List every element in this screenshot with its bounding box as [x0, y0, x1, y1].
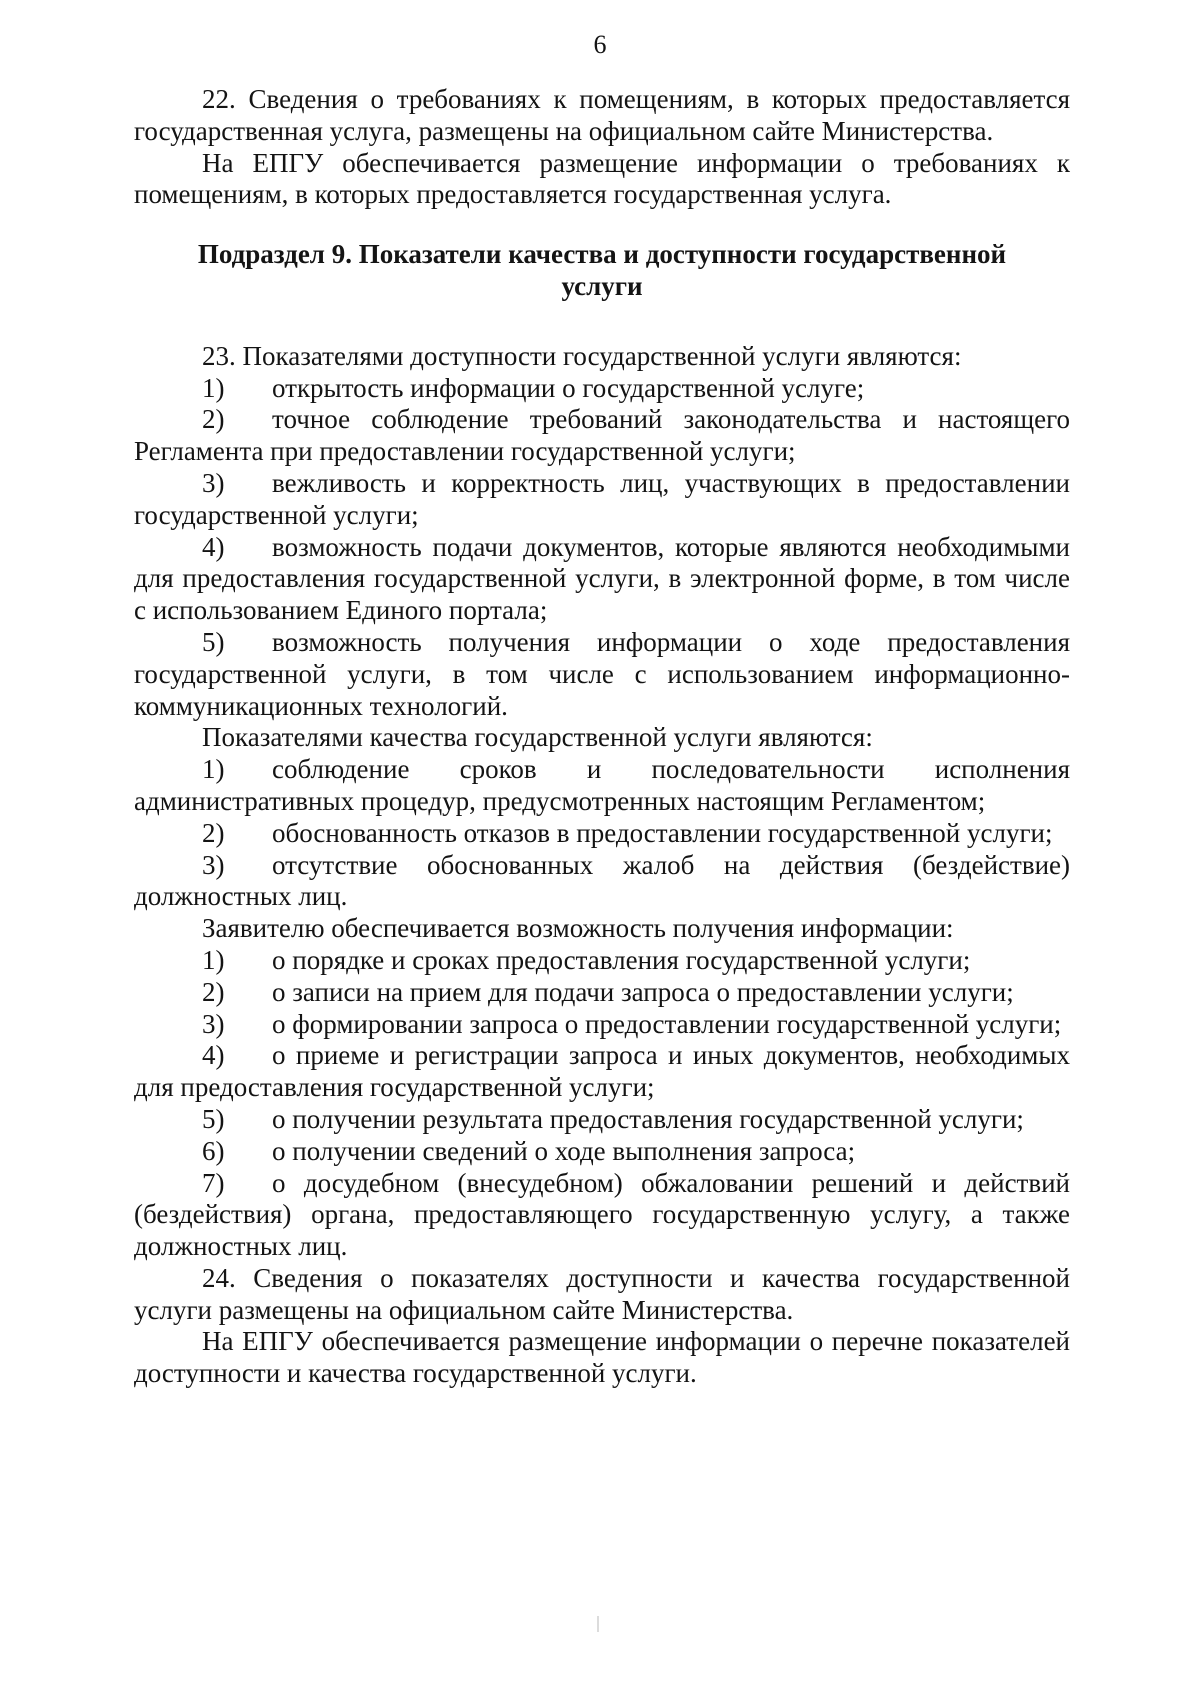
- list-item-number: 1): [202, 754, 225, 785]
- info-intro: Заявителю обеспечивается возможность получения информации:: [202, 913, 954, 944]
- list-item-number: 3): [202, 467, 225, 498]
- list-item-number: 5): [202, 1103, 225, 1134]
- accessibility-list: [134, 373, 1070, 723]
- list-item-number: 4): [202, 531, 225, 562]
- list-item-text: о приеме и регистрации запроса и иных документов, необходимых для предоставления государственной услуги;: [134, 1040, 1070, 1103]
- list-item-number: 3): [202, 1008, 225, 1039]
- list-item-text: возможность получения информации о ходе предоставления государственной услуги, в том числе с использованием информационно-коммуникационных технологий.: [134, 626, 1070, 721]
- list-item: [134, 468, 1070, 532]
- list-item: [134, 532, 1070, 627]
- list-item-number: 5): [202, 626, 225, 657]
- list-item: [134, 945, 1070, 977]
- list-item: [134, 1040, 1070, 1104]
- paragraph-24: 24. Сведения о показателях доступности и качества государственной услуги размещены на официальном сайте Министерства.: [134, 1262, 1070, 1325]
- list-item: [134, 1168, 1070, 1263]
- list-item-number: 1): [202, 944, 225, 975]
- list-item-number: 2): [202, 817, 225, 848]
- list-item-text: точное соблюдение требований законодательства и настоящего Регламента при предоставлении государственной услуги;: [134, 404, 1070, 467]
- list-item-number: 6): [202, 1135, 225, 1166]
- paragraph-22-epgu: На ЕПГУ обеспечивается размещение информации о требованиях к помещениям, в которых предоставляется государственная услуга.: [134, 147, 1070, 210]
- list-item: [134, 1009, 1070, 1041]
- list-item: [134, 850, 1070, 914]
- paragraph-22: 22. Сведения о требованиях к помещениям, в которых предоставляется государственная услуга, размещены на официальном сайте Министерства.: [134, 84, 1070, 146]
- scan-artifact: [597, 1616, 599, 1632]
- list-item-number: 2): [202, 404, 225, 435]
- list-item-text: возможность подачи документов, которые являются необходимыми для предоставления государственной услуги, в электронной форме, в том числе с использованием Единого портала;: [134, 531, 1070, 626]
- list-item: [134, 754, 1070, 818]
- document-body: [134, 84, 1070, 1390]
- list-item: [134, 1136, 1070, 1168]
- quality-intro: Показателями качества государственной услуги являются:: [202, 722, 873, 753]
- list-item-text: обоснованность отказов в предоставлении государственной услуги;: [272, 817, 1053, 848]
- list-item-number: 2): [202, 976, 225, 1007]
- quality-list: [134, 754, 1070, 913]
- info-list: [134, 945, 1070, 1263]
- list-item-number: 3): [202, 849, 225, 880]
- subsection-heading: Подраздел 9. Показатели качества и доступности государственной услуги: [197, 239, 1007, 301]
- list-item: [134, 627, 1070, 722]
- list-item: [134, 818, 1070, 850]
- list-item-text: о получении результата предоставления государственной услуги;: [272, 1103, 1024, 1134]
- list-item: [134, 404, 1070, 468]
- list-item-text: вежливость и корректность лиц, участвующих в предоставлении государственной услуги;: [134, 467, 1070, 530]
- list-item-number: 7): [202, 1167, 225, 1198]
- list-item-text: о формировании запроса о предоставлении государственной услуги;: [272, 1008, 1062, 1039]
- list-item-text: отсутствие обоснованных жалоб на действия (бездействие) должностных лиц.: [134, 849, 1070, 912]
- list-item: [134, 1104, 1070, 1136]
- list-item-text: соблюдение сроков и последовательности исполнения административных процедур, предусмотренных настоящим Регламентом;: [134, 754, 1070, 816]
- paragraph-24-epgu: На ЕПГУ обеспечивается размещение информации о перечне показателей доступности и качества государственной услуги.: [134, 1326, 1070, 1389]
- list-item: [134, 373, 1070, 405]
- list-item-number: 1): [202, 372, 225, 403]
- list-item-number: 4): [202, 1040, 225, 1071]
- list-item-text: открытость информации о государственной услуге;: [272, 372, 865, 403]
- list-item: [134, 977, 1070, 1009]
- page-number: 6: [593, 30, 607, 59]
- paragraph-23-intro: 23. Показателями доступности государственной услуги являются:: [202, 340, 962, 371]
- list-item-text: о порядке и сроках предоставления государственной услуги;: [272, 944, 971, 975]
- list-item-text: о получении сведений о ходе выполнения запроса;: [272, 1135, 856, 1166]
- list-item-text: о записи на прием для подачи запроса о предоставлении услуги;: [272, 976, 1014, 1007]
- list-item-text: о досудебном (внесудебном) обжаловании решений и действий (бездействия) органа, предоставляющего государственную услугу, а также должностных лиц.: [134, 1167, 1070, 1262]
